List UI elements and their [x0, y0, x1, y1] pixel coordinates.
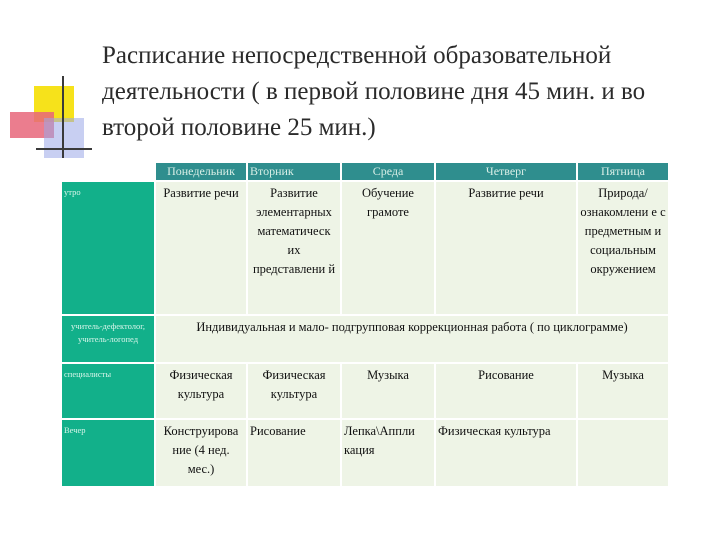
row-label-morning: утро	[62, 182, 154, 314]
header-wednesday: Среда	[342, 163, 434, 180]
cell-evening-wednesday: Лепка\Аппли кация	[342, 420, 434, 486]
header-monday: Понедельник	[156, 163, 246, 180]
cell-evening-monday: Конструирова ние (4 нед. мес.)	[156, 420, 246, 486]
cell-evening-friday	[578, 420, 668, 486]
slide-title: Расписание непосредственной образовательной деятельности ( в первой половине дня 45 мин. и во второй половине 25 мин.)	[102, 42, 646, 141]
cell-correction-merged: Индивидуальная и мало- подгрупповая коррекционная работа ( по циклограмме)	[156, 316, 668, 362]
cell-specialists-monday: Физическая культура	[156, 364, 246, 418]
cell-morning-friday: Природа/ ознакомлени е с предметным и социальным окружением	[578, 182, 668, 314]
cell-specialists-tuesday: Физическая культура	[248, 364, 340, 418]
row-label-specialists: специалисты	[62, 364, 154, 418]
table-header-row	[62, 163, 668, 180]
header-friday: Пятница	[578, 163, 668, 180]
schedule-table	[60, 161, 670, 488]
cell-morning-wednesday: Обучение грамоте	[342, 182, 434, 314]
cell-morning-tuesday: Развитие элементарных математическ их представлени й	[248, 182, 340, 314]
cell-specialists-thursday: Рисование	[436, 364, 576, 418]
row-label-evening: Вечер	[62, 420, 154, 486]
header-corner	[62, 163, 154, 180]
table-row-evening	[62, 420, 668, 486]
cell-specialists-friday: Музыка	[578, 364, 668, 418]
header-thursday: Четверг	[436, 163, 576, 180]
cell-evening-tuesday: Рисование	[248, 420, 340, 486]
cell-evening-thursday: Физическая культура	[436, 420, 576, 486]
table-row-specialists	[62, 364, 668, 418]
decor-vertical-line	[62, 76, 64, 158]
decor-horizontal-line	[36, 148, 92, 150]
cell-morning-monday: Развитие речи	[156, 182, 246, 314]
table-row-morning	[62, 182, 668, 314]
decor-blue-square	[44, 118, 84, 158]
row-label-specialists-correction: учитель-дефектолог, учитель-логопед	[62, 316, 154, 362]
table-row-correction	[62, 316, 668, 362]
header-tuesday: Вторник	[248, 163, 340, 180]
cell-specialists-wednesday: Музыка	[342, 364, 434, 418]
cell-morning-thursday: Развитие речи	[436, 182, 576, 314]
